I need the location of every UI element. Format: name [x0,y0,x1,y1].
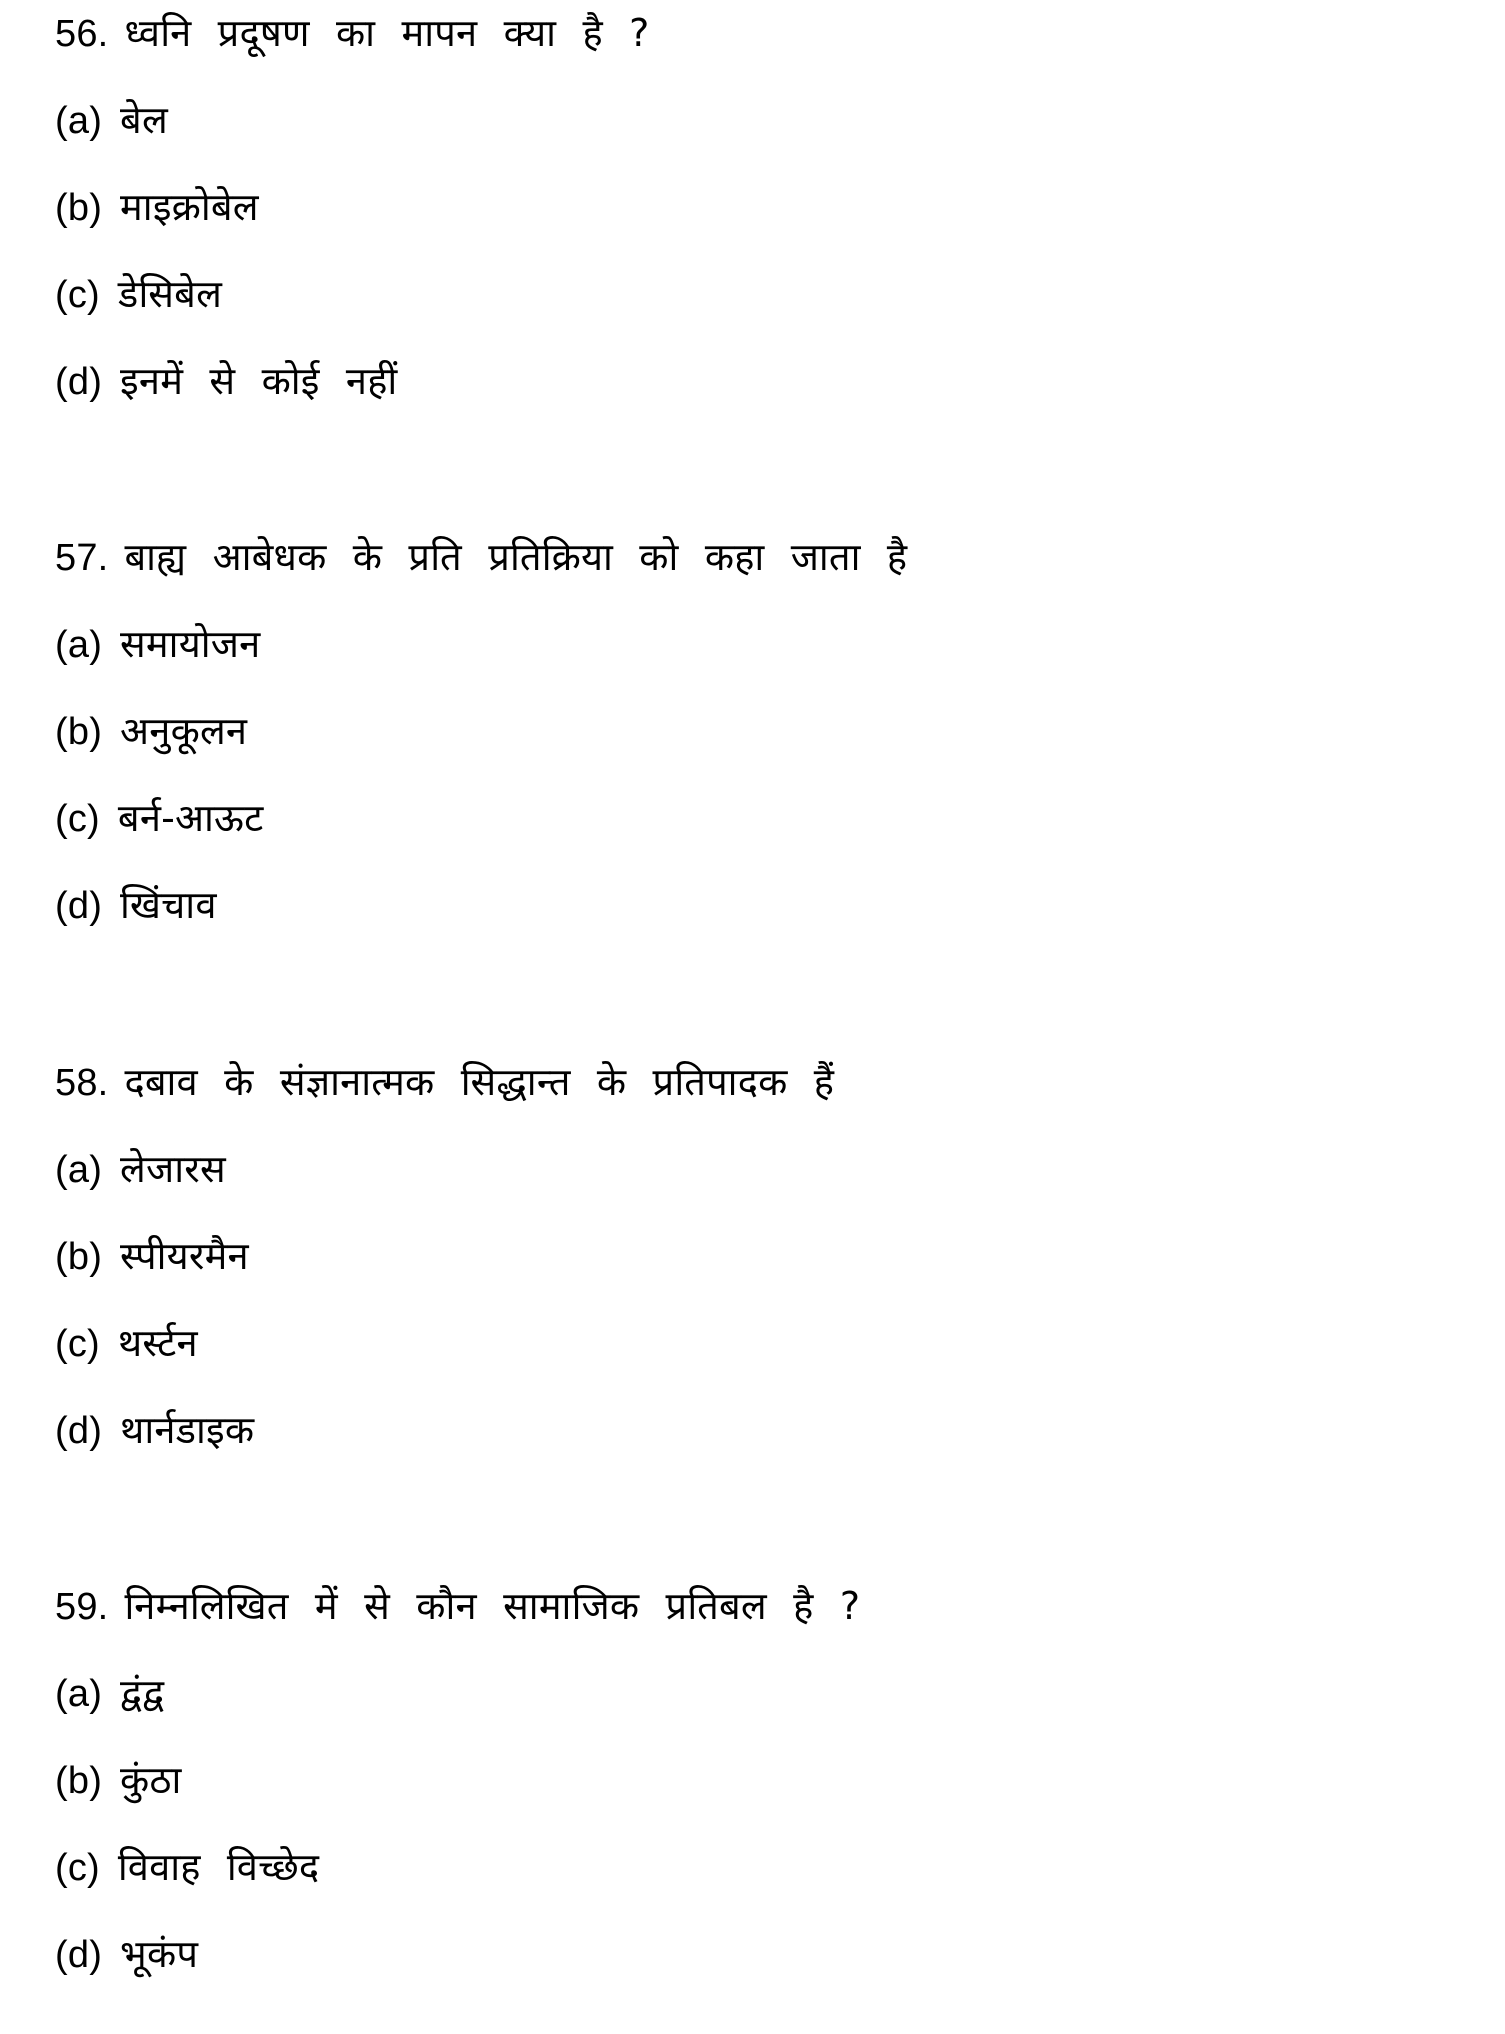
question-text: निम्नलिखित में से कौन सामाजिक प्रतिबल है ? [124,1584,861,1628]
option-text: लेजारस [120,1147,226,1191]
option-text: स्पीयरमैन [120,1234,249,1278]
option-label: (a) [55,1673,103,1715]
option-c [55,1300,1435,1387]
option-d [55,1911,1435,1998]
option-text: अनुकूलन [120,709,248,753]
option-text: डेसिबेल [117,272,223,316]
option-b [55,1737,1435,1824]
option-c [55,1824,1435,1911]
question-line [55,1039,1435,1126]
option-label: (b) [55,187,103,229]
question-line [55,0,1435,77]
option-d [55,862,1435,949]
option-label: (c) [55,798,100,840]
option-label: (b) [55,1236,103,1278]
option-text: माइक्रोबेल [120,185,259,229]
question-line [55,514,1435,601]
question-text: बाह्य आबेधक के प्रति प्रतिक्रिया को कहा जाता है [124,535,908,579]
option-text: द्वंद्व [120,1671,165,1715]
option-label: (b) [55,711,103,753]
question-number: 58. [55,1062,109,1104]
option-b [55,1213,1435,1300]
option-text: बर्न-आऊट [117,796,264,840]
option-c [55,775,1435,862]
option-label: (a) [55,100,103,142]
option-text: इनमें से कोई नहीं [120,359,398,403]
option-label: (d) [55,885,103,927]
option-c [55,251,1435,338]
option-label: (a) [55,624,103,666]
option-b [55,688,1435,775]
option-a [55,1126,1435,1213]
option-b [55,164,1435,251]
question-57 [55,514,1435,949]
option-a [55,77,1435,164]
option-label: (d) [55,1410,103,1452]
option-label: (c) [55,1847,100,1889]
option-a [55,601,1435,688]
option-label: (a) [55,1149,103,1191]
option-label: (d) [55,1934,103,1976]
option-d [55,1387,1435,1474]
option-text: समायोजन [120,622,261,666]
option-a [55,1650,1435,1737]
option-label: (c) [55,274,100,316]
question-56 [55,0,1435,425]
question-line [55,1563,1435,1650]
option-text: कुंठा [120,1758,182,1802]
option-d [55,338,1435,425]
option-label: (d) [55,361,103,403]
question-text: ध्वनि प्रदूषण का मापन क्या है ? [124,11,650,55]
option-text: थर्स्टन [117,1321,198,1365]
question-text: दबाव के संज्ञानात्मक सिद्धान्त के प्रतिपादक हैं [124,1060,835,1104]
option-text: विवाह विच्छेद [117,1845,320,1889]
question-number: 56. [55,13,109,55]
question-number: 57. [55,537,109,579]
option-text: खिंचाव [120,883,217,927]
option-label: (c) [55,1323,100,1365]
question-59 [55,1563,1435,1998]
option-text: बेल [120,98,168,142]
option-text: थार्नडाइक [120,1408,255,1452]
question-number: 59. [55,1586,109,1628]
option-label: (b) [55,1760,103,1802]
option-text: भूकंप [120,1932,199,1976]
question-58 [55,1039,1435,1474]
